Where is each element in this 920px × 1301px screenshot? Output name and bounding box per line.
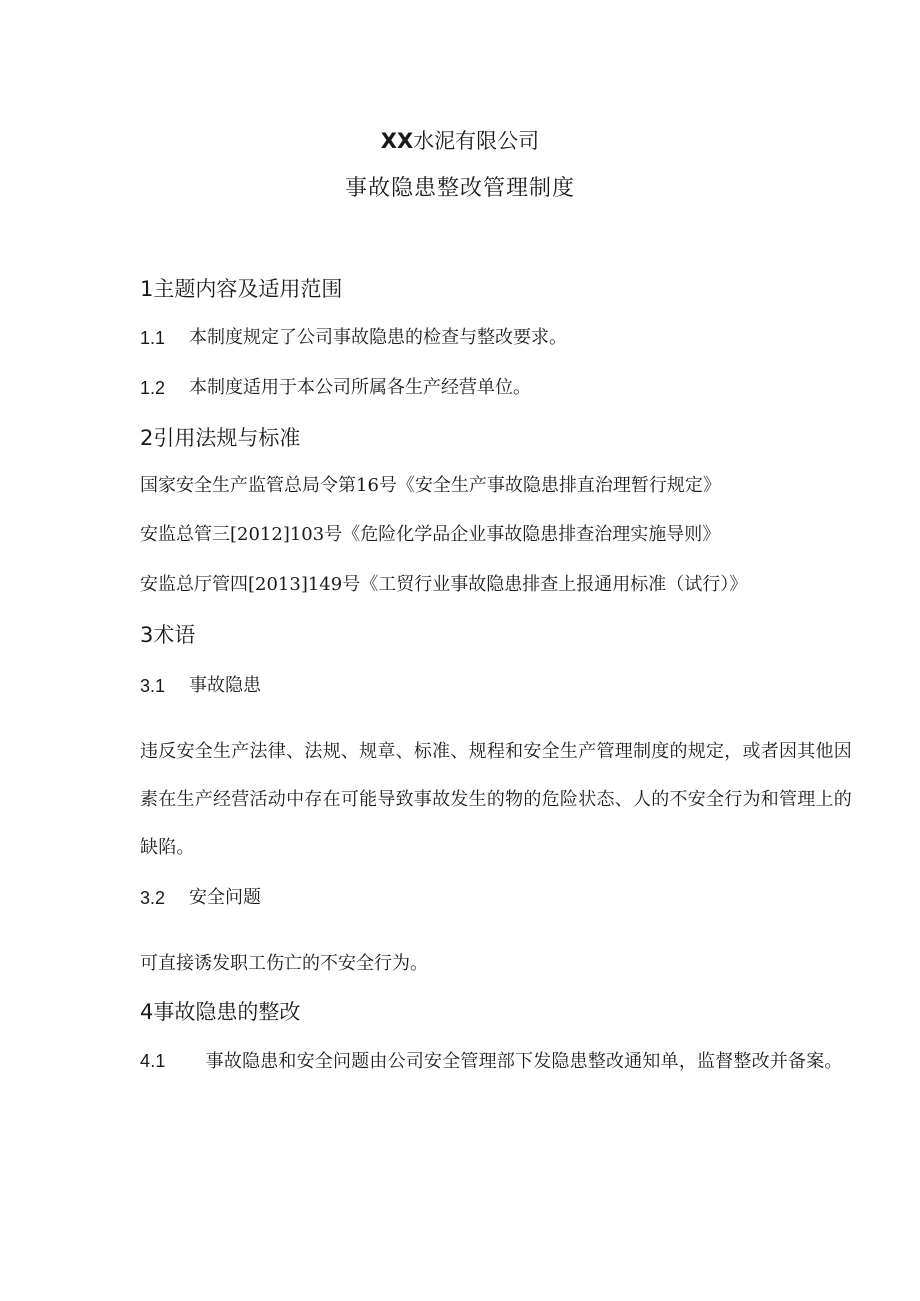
reference-1: 国家安全生产监管总局令第16号《安全生产事故隐患排直治理暂行规定》	[140, 475, 721, 496]
company-name	[0, 131, 920, 152]
document-title: 事故隐患整改管理制度	[344, 176, 575, 201]
item-1-1	[140, 329, 165, 347]
company-prefix: XX	[380, 129, 414, 153]
section-1-heading: 1主题内容及适用范围	[140, 277, 343, 301]
section-3-heading: 3术语	[140, 623, 196, 647]
section-2-heading: 2引用法规与标准	[140, 426, 301, 450]
item-1-2	[140, 379, 165, 397]
term-3-1-number: 3.1	[140, 676, 166, 696]
term-3-2-label: 安全问题	[189, 887, 261, 908]
term-3-2-definition: 可直接诱发职工伤亡的不安全行为。	[140, 953, 428, 974]
item-number: 1.1	[140, 328, 166, 348]
item-1-2-text: 本制度适用于本公司所属各生产经营单位。	[189, 377, 531, 398]
reference-3: 安监总厅管四[2013]149号《工贸行业事故隐患排查上报通用标准（试行）》	[140, 574, 748, 595]
item-number: 4.1	[140, 1051, 166, 1071]
item-4-1	[98, 1036, 850, 1087]
term-3-1-definition: 违反安全生产法律、法规、规章、标准、规程和安全生产管理制度的规定，或者因其他因素在生产经营活动中存在可能导致事故发生的物的危险状态、人的不安全行为和管理上的缺陷。	[140, 741, 852, 858]
item-1-1-text: 本制度规定了公司事故隐患的检查与整改要求。	[189, 327, 567, 348]
reference-2: 安监总管三[2012]103号《危险化学品企业事故隐患排查治理实施导则》	[140, 524, 721, 545]
item-4-1-text: 事故隐患和安全问题由公司安全管理部下发隐患整改通知单，监督整改并备案。	[205, 1051, 843, 1072]
item-number: 1.2	[140, 378, 166, 398]
term-3-1-label: 事故隐患	[189, 675, 261, 696]
section-4-heading: 4事故隐患的整改	[140, 1000, 301, 1024]
term-3-2-number: 3.2	[140, 888, 166, 908]
company-name-rest: 水泥有限公司	[413, 129, 540, 153]
